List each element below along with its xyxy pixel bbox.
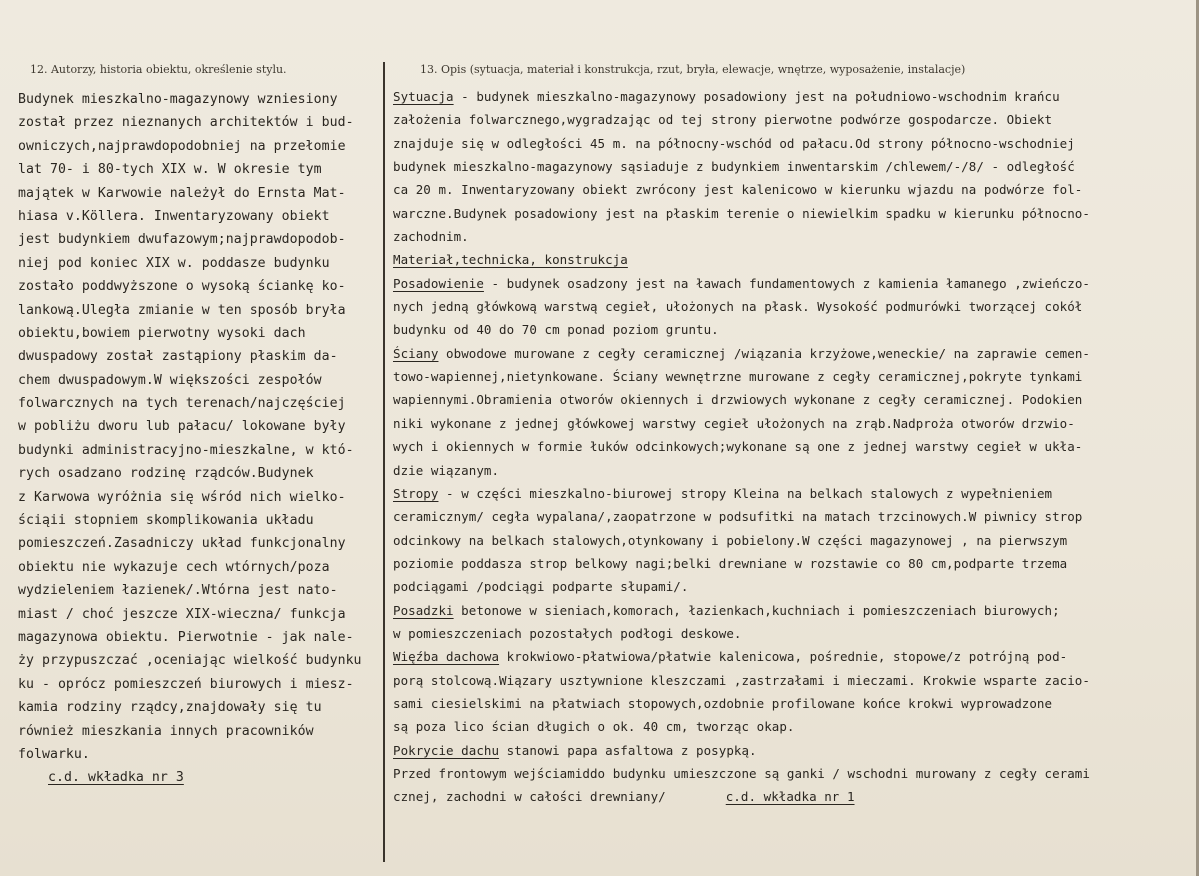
text-line: ściąii stopniem skomplikowania układu [18,513,314,529]
text-line [393,155,1193,178]
text-line: również mieszkania innych pracowników [18,723,314,739]
text-line: rych osadzano rodzinę rządców.Budynek [18,466,314,482]
text-line [393,785,1193,808]
text-line: wydzieleniem łazienek/.Wtórna jest nato- [18,583,338,599]
line-text: znajduje się w odległości 45 m. na północny-wschód od pałacu.Od strony północno-wschodniej [393,135,1075,151]
line-text: budynku od 40 do 70 cm ponad poziom gruntu. [393,322,719,338]
text-line [393,108,1193,131]
text-line [393,645,1193,668]
text-line: Budynek mieszkalno-magazynowy wzniesiony [18,92,338,107]
text-line: magazynowa obiektu. Pierwotnie - jak nale- [18,629,354,645]
line-text: podciągami /podciągi podparte słupami/. [393,579,689,595]
line-text: betonowe w sieniach,komorach, łazienkach,kuchniach i pomieszczeniach biurowych; [453,602,1060,618]
text-line: folwarcznych na tych terenach/najczęściej [18,396,346,412]
text-line [393,342,1193,365]
section-heading: Ściany [393,345,439,361]
continuation-line [18,766,378,789]
line-text: - budynek mieszkalno-magazynowy posadowiony jest na południowo-wschodnim krańcu [453,89,1060,104]
text-line: z Karwowa wyróżnia się wśród nich wielko- [18,489,346,505]
text-line: został przez nieznanych architektów i bud- [18,115,354,131]
text-line: obiektu,bowiem pierwotny wysoki dach [18,325,306,341]
text-line [393,669,1193,692]
line-text: obwodowe murowane z cegły ceramicznej /wiązania krzyżowe,weneckie/ na zaprawie cemen- [438,345,1090,361]
section-heading: Sytuacja [393,89,454,104]
text-line: miast / choć jeszcze XIX-wieczna/ funkcja [18,606,346,622]
text-line: hiasa v.Köllera. Inwentaryzowany obiekt [18,208,330,224]
line-text: krokwiowo-płatwiowa/płatwie kalenicowa, pośrednie, stopowe/z potrójną pod- [499,649,1068,665]
text-line: dwuspadowy został zastąpiony płaskim da- [18,349,338,365]
text-line [393,715,1193,738]
text-line [393,505,1193,528]
text-line [393,482,1193,505]
text-line: ży przypuszczać ,oceniając wielkość budynku [18,653,362,669]
line-text: nych jedną główkową warstwą cegieł, ułożonych na płask. Wysokość podmurówki tworzącej cokół [393,299,1083,315]
text-line: obiektu nie wykazuje cech wtórnych/poza [18,559,330,575]
text-line [393,272,1193,295]
text-line [393,435,1193,458]
text-line: niej pod koniec XIX w. poddasze budynku [18,255,330,271]
text-line [393,529,1193,552]
line-text: Przed frontowym wejściamiddo budynku umieszczone są ganki / wschodni murowany z cegły cerami [393,765,1090,781]
text-line: kamia rodziny rządcy,znajdowały się tu [18,700,322,716]
left-column-history [18,88,378,790]
line-text: wych i okiennych w formie łuków odcinkowych;wykonane są one z jednej warstwy cegieł w ukła- [393,439,1083,455]
line-text: towo-wapiennej,nietynkowane. Ściany wewnętrzne murowane z cegły ceramicznej,pokryte tynkami [393,369,1083,385]
right-column-description [393,85,1193,809]
text-line: owniczych,najprawdopodobniej na przełomie [18,138,346,154]
line-text: są poza lico ścian długich o ok. 40 cm, tworząc okap. [393,719,795,735]
section-heading: Posadowienie [393,275,484,291]
section-heading: Pokrycie dachu [393,742,500,758]
text-line: jest budynkiem dwufazowym;najprawdopodob- [18,232,346,248]
line-text: - w części mieszkalno-biurowej stropy Kleina na belkach stalowych z wypełnieniem [438,485,1053,501]
text-line [393,739,1193,762]
text-line [393,202,1193,225]
text-line: lankową.Uległa zmianie w ten sposób bryła [18,302,346,318]
line-text: ceramicznym/ cegła wypalana/,zaopatrzone w podsufitki na matach trzcinowych.W piwnicy strop [393,509,1083,525]
text-line [393,132,1193,155]
text-line [393,622,1193,645]
section-heading: Więźba dachowa [393,649,500,665]
text-line [393,178,1193,201]
text-line [393,599,1193,622]
line-text: niki wykonane z jednej główkowej warstwy cegieł ułożonych na zrąb.Nadproża otworów drzwio- [393,415,1075,431]
text-line [393,459,1193,482]
text-line: pomieszczeń.Zasadniczy układ funkcjonalny [18,536,346,552]
line-text: zachodnim. [393,229,469,245]
text-line: majątek w Karwowie należył do Ernsta Mat- [18,185,346,201]
text-line [393,552,1193,575]
text-line [393,248,1193,271]
text-line: lat 70- i 80-tych XIX w. W okresie tym [18,162,322,178]
text-line: budynki administracyjno-mieszkalne, w któ- [18,442,354,458]
section-13-header: 13. Opis (sytuacja, materiał i konstrukcja, rzut, bryła, elewacje, wnętrze, wyposażenie, instalacje) [420,63,966,76]
line-text: odcinkowy na belkach stalowych,otynkowany i pobielony.W części magazynowej , na pierwszym [393,532,1068,548]
text-line [393,692,1193,715]
line-text: dzie wiązanym. [393,462,500,478]
line-text: porą stolcową.Wiązary usztywnione kleszczami ,zastrzałami i mieczami. Krokwie wsparte zacio- [393,672,1090,688]
text-line [393,412,1193,435]
text-line [393,85,1193,108]
text-line: ku - oprócz pomieszczeń biurowych i miesz- [18,676,354,692]
section-heading: Stropy [393,485,439,501]
continuation-note: c.d. wkładka nr 3 [48,770,184,786]
continuation-note: c.d. wkładka nr 1 [725,789,855,805]
section-heading: Materiał,technicka, konstrukcja [393,252,628,268]
text-line: zostało poddwyższone o wysoką ściankę ko- [18,279,346,295]
line-text: założenia folwarcznego,wygradzając od tej strony pierwotne podwórze gospodarcze. Obiekt [393,112,1053,128]
column-divider [383,62,385,862]
line-text: sami ciesielskimi na płatwiach stopowych,ozdobnie profilowane końce krokwi wyprowadzone [393,695,1053,711]
text-line [393,365,1193,388]
text-line [393,225,1193,248]
line-text: warczne.Budynek posadowiony jest na płaskim terenie o niewielkim spadku w kierunku północno- [393,205,1090,221]
text-line: w pobliżu dworu lub pałacu/ lokowane były [18,419,346,435]
line-text: budynek mieszkalno-magazynowy sąsiaduje z budynkiem inwentarskim /chlewem/-/8/ - odległość [393,159,1075,175]
section-heading: Posadzki [393,602,454,618]
section-12-header: 12. Autorzy, historia obiektu, określenie stylu. [30,63,287,76]
line-text: cznej, zachodni w całości drewniany/ [393,789,666,805]
line-text: poziomie poddasza strop belkowy nagi;belki drewniane w rozstawie co 80 cm,podparte trzema [393,555,1068,571]
text-line [393,295,1193,318]
line-text: w pomieszczeniach pozostałych podłogi deskowe. [393,625,742,641]
line-text: ca 20 m. Inwentaryzowany obiekt zwrócony jest kalenicowo w kierunku wjazdu na podwórze fol- [393,182,1083,198]
text-line: chem dwuspadowym.W większości zespołów [18,372,322,388]
text-line [393,575,1193,598]
text-line [393,388,1193,411]
text-line [393,762,1193,785]
line-text: - budynek osadzony jest na ławach fundamentowych z kamienia łamanego ,zwieńczo- [483,275,1090,291]
line-text: wapiennymi.Obramienia otworów okiennych i drzwiowych wykonane z cegły ceramicznej. Podokien [393,392,1083,408]
text-line [393,318,1193,341]
line-text: stanowi papa asfaltowa z posypką. [499,742,757,758]
text-line: folwarku. [18,746,90,762]
